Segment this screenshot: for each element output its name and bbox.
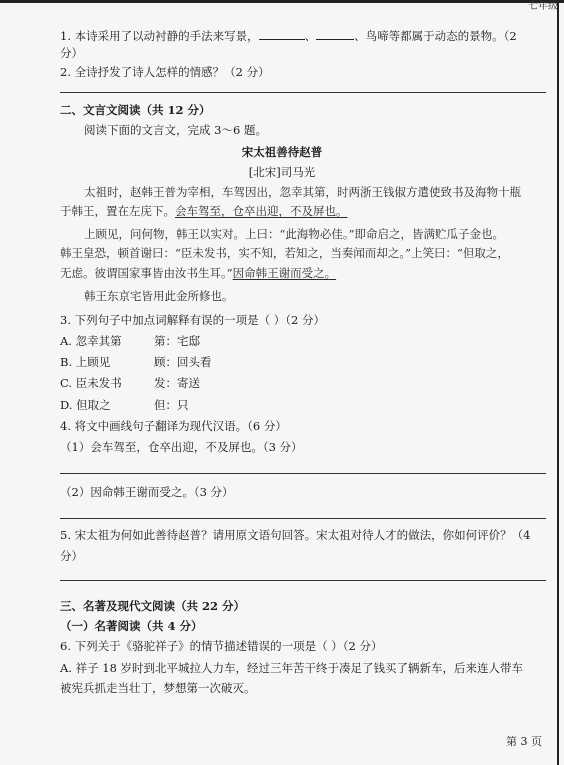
passage-title: 宋太祖善待赵普 [241,145,323,159]
option-gloss: 第：宅邸 [154,334,200,348]
passage-p2-a: 上顾见，问何物，韩王以实对。上曰：“此海物必佳。”即命启之，皆满贮瓜子金也。 [84,227,505,241]
passage-p2-b: 韩王皇恐，顿首谢曰：“臣未发书，实不知，若知之，当奏闻而却之。”上笑曰：“但取之， [60,246,509,260]
passage-p2-c [60,265,336,281]
option-gloss: 顾：回头看 [154,355,212,369]
q1-line [60,28,517,44]
option-label: B. 上顾见 [60,355,111,369]
q6-stem: 6. 下列关于《骆驼祥子》的情节描述错误的一项是（ ）（2 分） [60,639,383,653]
section2-title: 二、文言文阅读（共 12 分） [60,103,211,117]
answer-line-2[interactable] [60,518,546,519]
passage-p1-b-text: 于韩王，置在左庑下。 [60,204,175,218]
divider-1 [60,92,546,93]
passage-p3: 韩王东京宅皆用此金所修也。 [84,289,234,303]
top-border [0,0,564,3]
right-border [557,0,559,765]
q3-option-b[interactable] [60,354,212,370]
q1-sep: 、 [304,29,317,43]
option-gloss: 发：寄送 [154,376,200,390]
passage-author: [北宋]司马光 [248,165,316,179]
q1-text: 1. 本诗采用了以动衬静的手法来写景， [60,29,259,43]
q3-option-a[interactable] [60,333,200,349]
q4-sentence-1: （1）会车驾至，仓卒出迎，不及屏也。（3 分） [60,440,303,454]
page-number: 第 3 页 [506,735,542,748]
section3-title: 三、名著及现代文阅读（共 22 分） [60,599,246,613]
q3-option-c[interactable] [60,375,200,391]
q4-sentence-2: （2）因命韩王谢而受之。（3 分） [60,485,234,499]
option-label: D. 但取之 [60,398,111,412]
answer-line-3[interactable] [60,580,546,581]
answer-line-1[interactable] [60,473,546,474]
q5-line-1: 5. 宋太祖为何如此善待赵普？请用原文语句回答。宋太祖对待人才的做法，你如何评价？（4 [60,528,531,542]
option-gloss: 但：只 [154,398,189,412]
sub1-title: （一）名著阅读（共 4 分） [60,619,203,633]
q1-text-2: 、鸟啼等都属于动态的景物。（2 [354,29,517,43]
q4-stem: 4. 将文中画线句子翻译为现代汉语。（6 分） [60,419,287,433]
q2-stem: 2. 全诗抒发了诗人怎样的情感？（2 分） [60,65,270,79]
q3-option-d[interactable] [60,397,189,413]
option-label: C. 臣未发书 [60,376,122,390]
passage-p2-c-text: 无虑。彼谓国家事皆由汝书生耳。” [60,266,233,280]
q1-blank-1[interactable] [259,28,305,40]
q6-option-a-line-1[interactable]: A. 祥子 18 岁时到北平城拉人力车，经过三年苦干终于凑足了钱买了辆新车，后来连人带车 [60,661,524,675]
underlined-sentence-1: 会车驾至，仓卒出迎，不及屏也。 [175,204,348,218]
option-label: A. 忽幸其第 [60,334,122,348]
underlined-sentence-2: 因命韩王谢而受之。 [232,266,337,280]
corner-text: 七年级 [528,1,558,12]
q6-option-a-line-2: 被宪兵抓走当壮丁，梦想第一次破灭。 [60,681,256,695]
passage-p1-a: 太祖时，赵韩王普为宰相，车驾因出，忽幸其第，时两浙王钱俶方遣使致书及海物十瓶 [84,185,521,199]
q1-line-2: 分） [60,46,83,60]
q1-blank-2[interactable] [316,28,354,40]
passage-p1-b [60,203,348,219]
q3-stem: 3. 下列句子中加点词解释有误的一项是（ ）（2 分） [60,313,326,327]
q5-line-2: 分） [60,549,83,563]
instruction: 阅读下面的文言文，完成 3～6 题。 [84,123,267,137]
